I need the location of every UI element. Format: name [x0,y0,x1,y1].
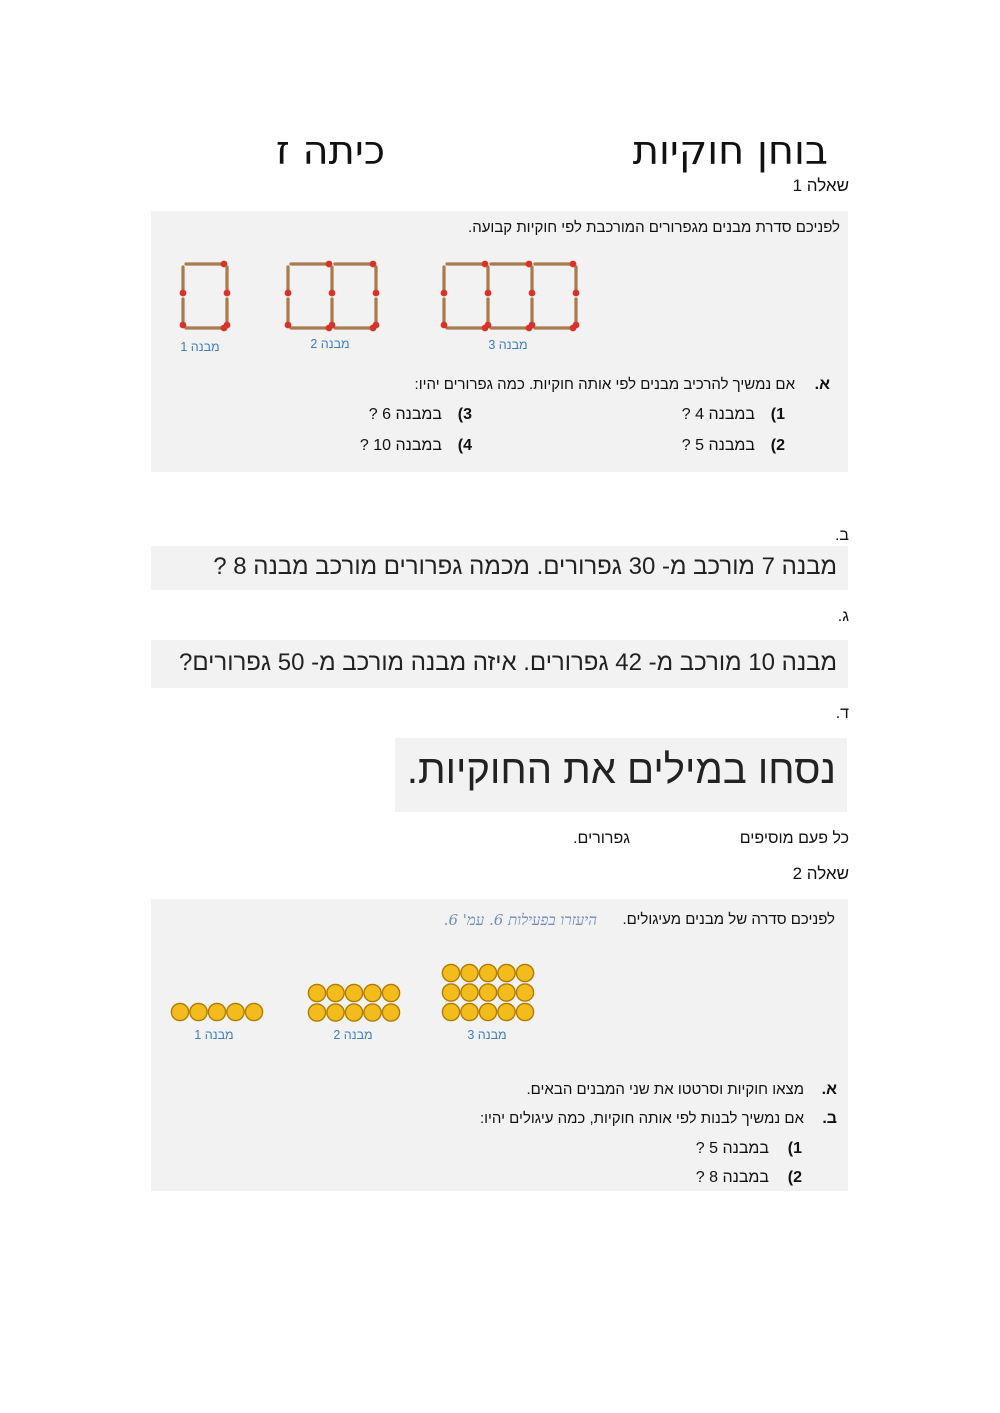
match-head [529,322,536,329]
q2-intro: לפניכם סדרה של מבנים מעיגולים. [622,911,835,928]
q1-item-4-text: במבנה 10 ? [359,437,442,454]
circle-dot [227,1003,244,1020]
matchstick-label-2: מבנה 2 [310,337,350,351]
circle-label-1: מבנה 1 [194,1028,234,1042]
match-head [441,290,448,297]
match-head [573,322,580,329]
circle-dot [382,984,399,1001]
q1-item-3-text: במבנה 6 ? [368,406,442,423]
q1-intro: לפניכם סדרת מבנים מגפרורים המורכבת לפי חוקיות קבועה. [468,219,840,236]
circle-label-2: מבנה 2 [333,1028,373,1042]
q1-part-b-letter: ב. [834,527,849,544]
circle-label-3: מבנה 3 [467,1028,507,1042]
match-head [224,290,231,297]
q2-item-1-num: 1) [787,1140,802,1157]
q2-item-2-num: 2) [787,1169,802,1186]
circle-dot [327,1004,344,1021]
circle-figure-1 [168,1000,268,1030]
circle-dot [498,984,515,1001]
circle-dot [208,1003,225,1020]
q1-answer-end: גפרורים. [573,830,630,847]
q2-part-b-letter: ב. [822,1110,837,1127]
matchstick-label-1: מבנה 1 [180,340,220,354]
q1-heading: שאלה 1 [792,176,849,195]
q1-part-c-letter: ג. [837,608,849,625]
circle-dot [461,984,478,1001]
circle-dot [327,984,344,1001]
match-head [285,322,292,329]
circle-dot [364,984,381,1001]
q1-part-b-text: מבנה 7 מורכב מ- 30 גפרורים. מכמה גפרורים מורכב מבנה 8 ? [213,553,837,580]
circle-dot [479,1003,496,1020]
circle-dot [498,1003,515,1020]
matchstick-figure-1 [175,258,235,338]
q2-heading: שאלה 2 [792,864,849,883]
circle-dot [364,1004,381,1021]
q2-handwritten-note: היעזרו בפעילות 6. עמ' 6. [443,911,597,929]
q2-part-a-text: מצאו חוקיות וסרטטו את שני המבנים הבאים. [526,1081,804,1098]
circle-dot [171,1003,188,1020]
circle-dot [442,964,459,981]
q2-item-1-text: במבנה 5 ? [695,1140,769,1157]
q1-part-a-letter: א. [814,376,830,393]
circle-dot [498,964,515,981]
q2-item-2-text: במבנה 8 ? [695,1169,769,1186]
circle-dot [442,984,459,1001]
circle-dot [516,964,533,981]
circle-dot [442,1003,459,1020]
q1-item-2-text: במבנה 5 ? [681,437,755,454]
q2-part-a-letter: א. [821,1081,837,1098]
circle-dot [190,1003,207,1020]
match-head [224,322,231,329]
q1-part-a-text: אם נמשיך להרכיב מבנים לפי אותה חוקיות. כמה גפרורים יהיו: [414,376,795,393]
match-head [180,290,187,297]
circle-dot [308,1004,325,1021]
q1-item-3-num: 3) [457,406,472,423]
match-head [373,322,380,329]
match-head [485,290,492,297]
match-head [529,290,536,297]
q1-item-4-num: 4) [457,437,472,454]
circle-figure-2 [305,981,405,1031]
match-head [573,290,580,297]
circle-dot [479,984,496,1001]
grade-title: כיתה ז [275,128,385,174]
q1-item-1-text: במבנה 4 ? [681,406,755,423]
circle-dot [245,1003,262,1020]
matchstick-figure-2 [280,258,390,338]
q1-part-c-text: מבנה 10 מורכב מ- 42 גפרורים. איזה מבנה מורכב מ- 50 גפרורים? [179,649,837,676]
q1-item-2-num: 2) [770,437,785,454]
q2-part-b-text: אם נמשיך לבנות לפי אותה חוקיות, כמה עיגולים יהיו: [479,1110,804,1127]
circle-dot [516,984,533,1001]
matchstick-label-3: מבנה 3 [488,338,528,352]
match-head [180,322,187,329]
match-head [329,322,336,329]
match-head [373,290,380,297]
circle-dot [382,1004,399,1021]
q1-item-1-num: 1) [770,406,785,423]
matchstick-figure-3 [436,258,596,338]
match-head [285,290,292,297]
circle-dot [461,1003,478,1020]
match-head [485,322,492,329]
circle-dot [308,984,325,1001]
page-title: בוחן חוקיות [632,128,828,174]
q1-part-d-letter: ד. [835,705,849,722]
q1-answer-start: כל פעם מוסיפים [739,830,849,847]
circle-dot [345,984,362,1001]
circle-figure-3 [439,961,539,1031]
circle-dot [345,1004,362,1021]
match-head [329,290,336,297]
circle-dot [461,964,478,981]
q1-part-d-text: נסחו במילים את החוקיות. [406,748,836,792]
match-head [441,322,448,329]
circle-dot [479,964,496,981]
circle-dot [516,1003,533,1020]
